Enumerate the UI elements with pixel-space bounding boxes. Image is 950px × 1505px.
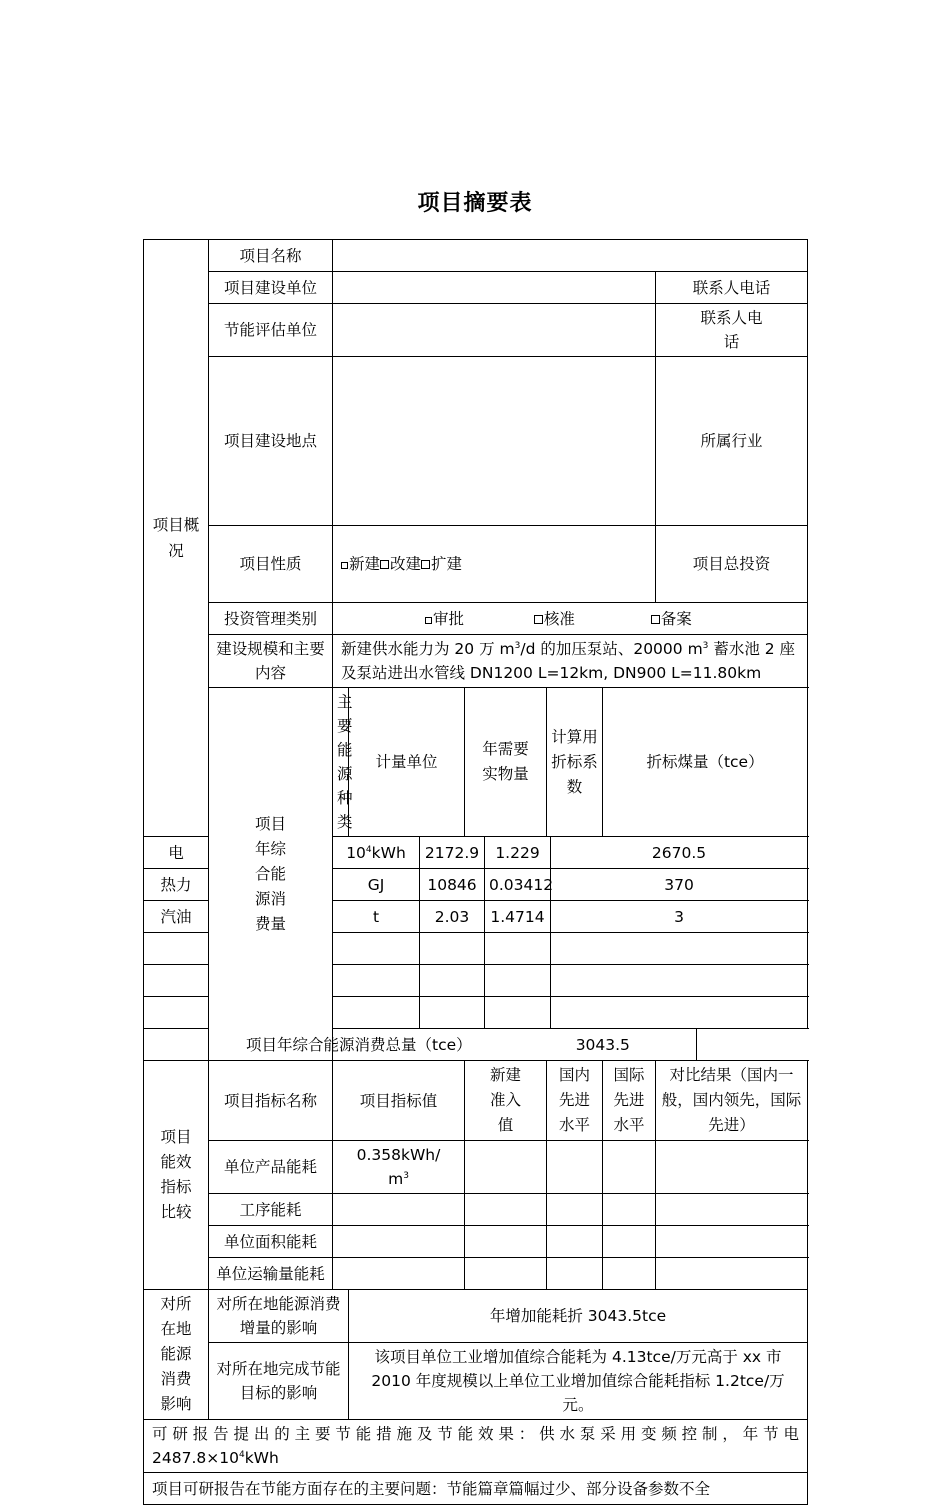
energy-section-label: 项目年综合能源消费量 [209,688,333,1061]
eff-name: 单位产品能耗 [209,1141,333,1194]
energy-type: 汽油 [144,901,209,933]
mgmt-label: 投资管理类别 [209,603,333,635]
nature-option-new: 新建 [349,555,381,573]
evaluator-label: 节能评估单位 [209,304,333,357]
energy-type: 电 [144,837,209,869]
eff-header-domestic: 国内先进水平 [547,1061,603,1141]
location-value [333,357,656,526]
energy-coef: 1.4714 [485,901,551,933]
energy-tce: 3 [551,901,808,933]
eff-header-name: 项目指标名称 [209,1061,333,1141]
industry-label: 所属行业 [656,357,808,526]
eff-header-result: 对比结果（国内一般，国内领先，国际先进） [656,1061,808,1141]
overview-section-label: 项目概况 [144,240,209,837]
energy-unit: GJ [333,869,420,901]
table-row [144,1194,808,1226]
builder-label: 项目建设单位 [209,272,333,304]
energy-qty: 2.03 [420,901,485,933]
table-row [144,1141,808,1194]
checkbox-new[interactable] [341,562,348,569]
energy-total-row [144,1029,697,1061]
problems-row: 项目可研报告在节能方面存在的主要问题：节能篇章篇幅过少、部分设备参数不全 [144,1473,808,1505]
checkbox-record[interactable] [651,615,660,624]
mgmt-options [333,603,808,635]
impact-target-label: 对所在地完成节能目标的影响 [209,1343,349,1420]
energy-tce: 2670.5 [551,837,808,869]
mgmt-option-record: 备案 [660,609,692,628]
eff-value: 0.358kWh/ $m^3$ [333,1141,465,1194]
energy-unit: $10^4kWh$ [333,837,420,869]
scale-label: 建设规模和主要内容 [209,635,333,688]
nature-options [333,526,656,603]
energy-header-unit: 计量单位 [349,688,465,837]
investment-label: 项目总投资 [656,526,808,603]
eff-name: 单位运输量能耗 [209,1258,333,1290]
checkbox-verify[interactable] [534,615,543,624]
energy-tce: 370 [551,869,808,901]
energy-type: 热力 [144,869,209,901]
energy-coef: 1.229 [485,837,551,869]
energy-qty: 10846 [420,869,485,901]
contact-phone-label: 联系人电话 [656,272,808,304]
eff-name: 单位面积能耗 [209,1226,333,1258]
table-row [144,1258,808,1290]
checkbox-rebuild[interactable] [380,560,389,569]
nature-label: 项目性质 [209,526,333,603]
impact-section-label: 对所在地能源消费影响 [144,1290,209,1420]
energy-coef: 0.03412 [485,869,551,901]
energy-total-label: 项目年综合能源消费总量（tce） [246,1035,472,1054]
energy-qty: 2172.9 [420,837,485,869]
project-summary-table [143,239,808,1505]
page-title: 项目摘要表 [417,191,533,216]
name-label: 项目名称 [209,240,333,272]
energy-unit: t [333,901,420,933]
eff-name: 工序能耗 [209,1194,333,1226]
impact-target-value: 该项目单位工业增加值综合能耗为 4.13tce/万元高于 xx 市 2010 年度规模以上单位工业增加值综合能耗指标 1.2tce/万元。 [349,1343,808,1420]
table-row [144,1226,808,1258]
mgmt-option-approval: 审批 [433,609,465,628]
checkbox-approval[interactable] [425,617,432,624]
mgmt-option-verify: 核准 [543,609,575,628]
eff-header-entry: 新建准入值 [465,1061,547,1141]
impact-increase-value: 年增加能耗折 3043.5tce [349,1290,808,1343]
builder-value [333,272,656,304]
nature-option-expand: 扩建 [431,555,463,573]
energy-header-type: 主要能源种类 [333,688,349,837]
measures-row: 可研报告提出的主要节能措施及节能效果：供水泵采用变频控制，年节电 $2487.8\times 10^4kWh$ [144,1420,808,1473]
location-label: 项目建设地点 [209,357,333,526]
energy-total-value: 3043.5 [575,1035,630,1054]
eff-header-value: 项目指标值 [333,1061,465,1141]
scale-value: 新建供水能力为 20 万 $m^3/d$ 的加压泵站、20000 $m^3$ 蓄水池 2 座 及泵站进出水管线 DN1200 L=12km, DN900 L=11.80km [333,635,808,688]
energy-header-qty: 年需要实物量 [465,688,547,837]
impact-increase-label: 对所在地能源消费增量的影响 [209,1290,349,1343]
checkbox-expand[interactable] [421,560,430,569]
nature-option-rebuild: 改建 [390,555,422,573]
eff-header-international: 国际先进水平 [603,1061,656,1141]
name-value [333,240,808,272]
contact-phone-label-2: 联系人电话 [656,304,808,357]
efficiency-section-label: 项目能效指标比较 [144,1061,209,1290]
energy-header-coef: 计算用折标系数 [547,688,603,837]
energy-header-tce: 折标煤量（tce） [603,688,808,837]
evaluator-value [333,304,656,357]
